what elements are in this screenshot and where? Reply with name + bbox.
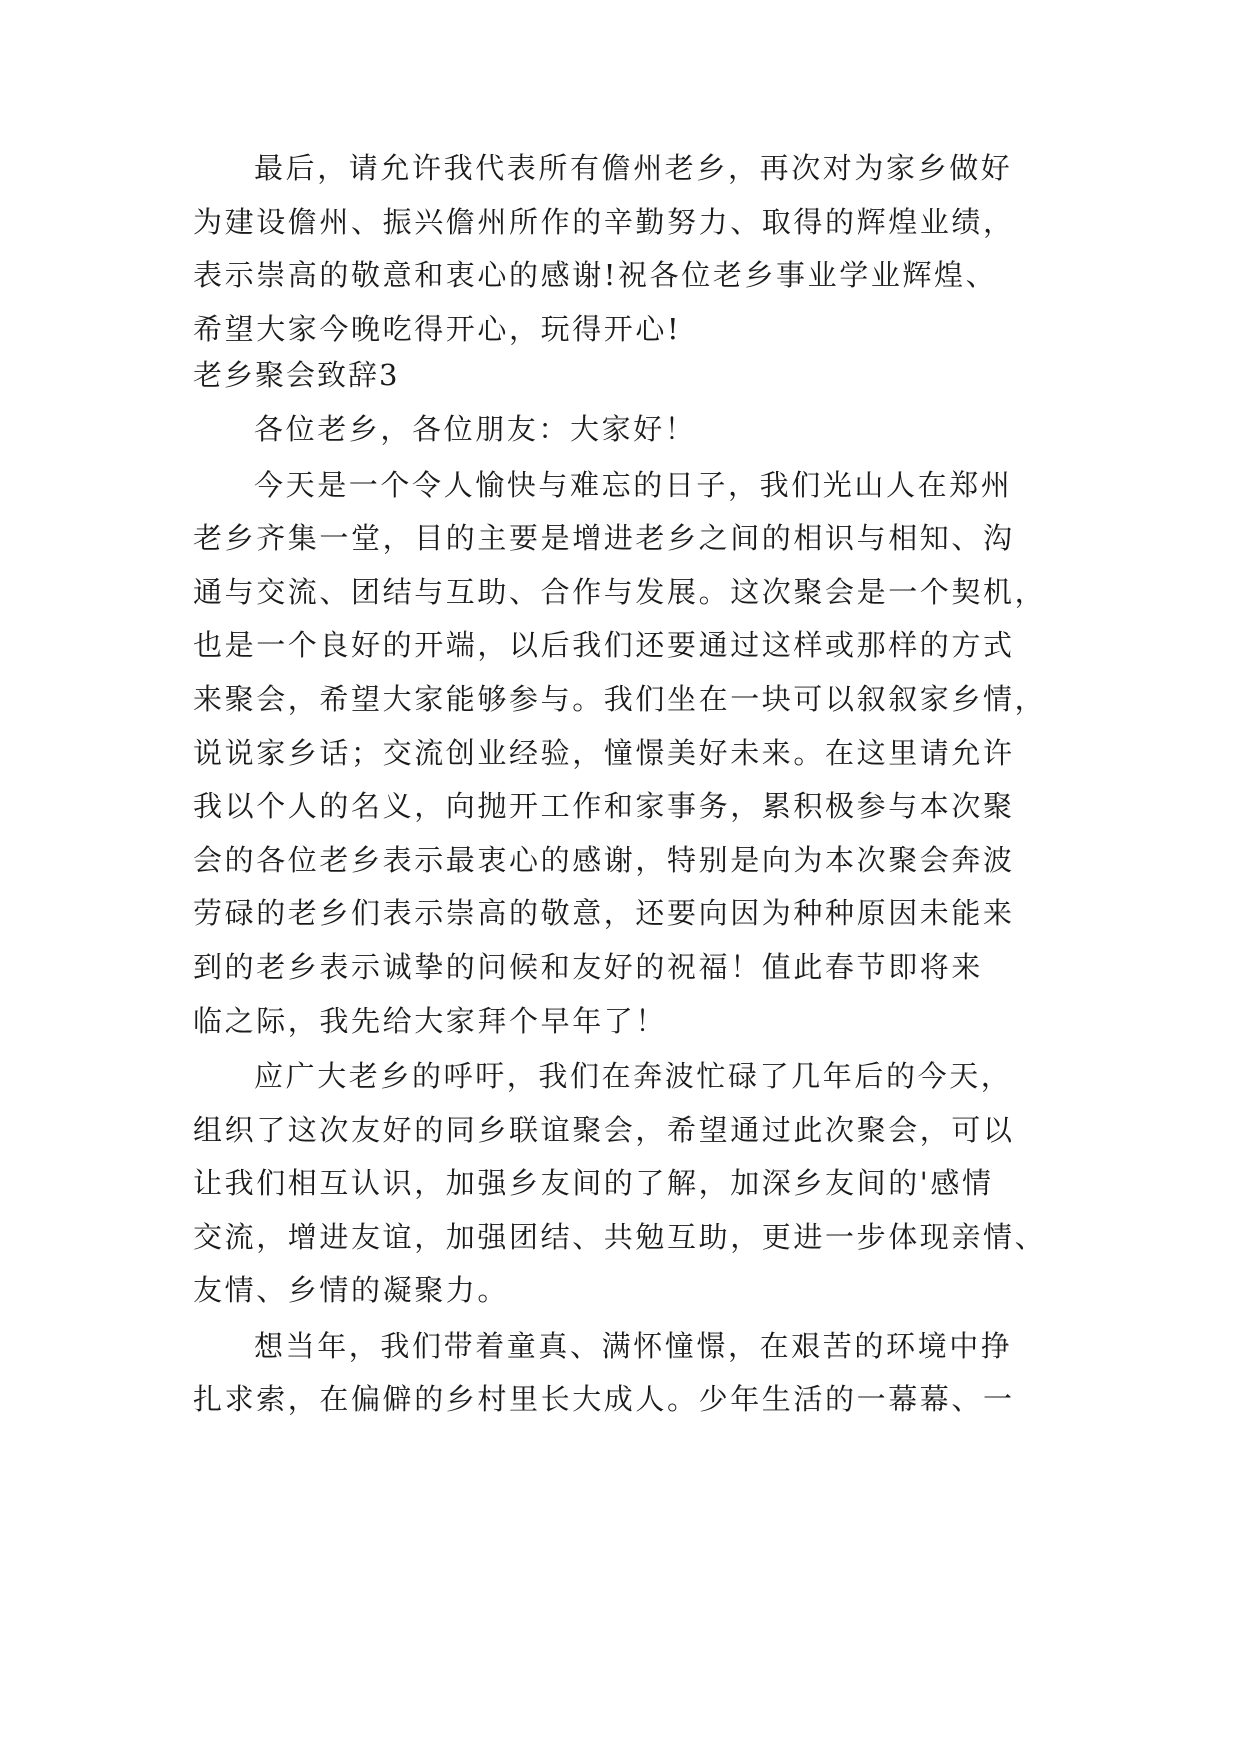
text-line: 到的老乡表示诚挚的问候和友好的祝福！值此春节即将来 — [193, 950, 984, 984]
text-line: 临之际，我先给大家拜个早年了！ — [193, 1004, 668, 1038]
text-line: 会的各位老乡表示最衷心的感谢，特别是向为本次聚会奔波 — [193, 843, 1015, 877]
text-line: 来聚会，希望大家能够参与。我们坐在一块可以叙叙家乡情， — [193, 682, 1047, 716]
text-line: 说说家乡话；交流创业经验，憧憬美好未来。在这里请允许 — [193, 736, 1015, 770]
text-line: 今天是一个令人愉快与难忘的日子，我们光山人在郑州 — [254, 468, 1013, 502]
text-line: 扎求索，在偏僻的乡村里长大成人。少年生活的一幕幕、一 — [193, 1382, 1015, 1416]
text-line: 最后，请允许我代表所有儋州老乡，再次对为家乡做好 — [254, 151, 1013, 185]
text-line: 想当年，我们带着童真、满怀憧憬，在艰苦的环境中挣 — [254, 1329, 1013, 1363]
text-line: 通与交流、团结与互助、合作与发展。这次聚会是一个契机， — [193, 575, 1047, 609]
section-heading: 老乡聚会致辞3 — [193, 358, 400, 392]
text-line: 应广大老乡的呼吁，我们在奔波忙碌了几年后的今天， — [254, 1059, 1013, 1093]
text-line: 友情、乡情的凝聚力。 — [193, 1273, 510, 1307]
text-line: 劳碌的老乡们表示崇高的敬意，还要向因为种种原因未能来 — [193, 896, 1015, 930]
text-line: 也是一个良好的开端，以后我们还要通过这样或那样的方式 — [193, 628, 1015, 662]
text-line: 希望大家今晚吃得开心，玩得开心! — [193, 312, 682, 346]
text-line: 为建设儋州、振兴儋州所作的辛勤努力、取得的辉煌业绩， — [193, 205, 1015, 239]
text-line: 表示崇高的敬意和衷心的感谢!祝各位老乡事业学业辉煌、 — [193, 258, 998, 292]
text-line: 老乡齐集一堂，目的主要是增进老乡之间的相识与相知、沟 — [193, 521, 1015, 555]
salutation: 各位老乡，各位朋友：大家好！ — [254, 412, 697, 446]
text-line: 我以个人的名义，向抛开工作和家事务，累积极参与本次聚 — [193, 789, 1015, 823]
text-line: 交流，增进友谊，加强团结、共勉互助，更进一步体现亲情、 — [193, 1220, 1047, 1254]
text-line: 组织了这次友好的同乡联谊聚会，希望通过此次聚会，可以 — [193, 1113, 1015, 1147]
text-line: 让我们相互认识，加强乡友间的了解，加深乡友间的'感情 — [193, 1166, 994, 1200]
